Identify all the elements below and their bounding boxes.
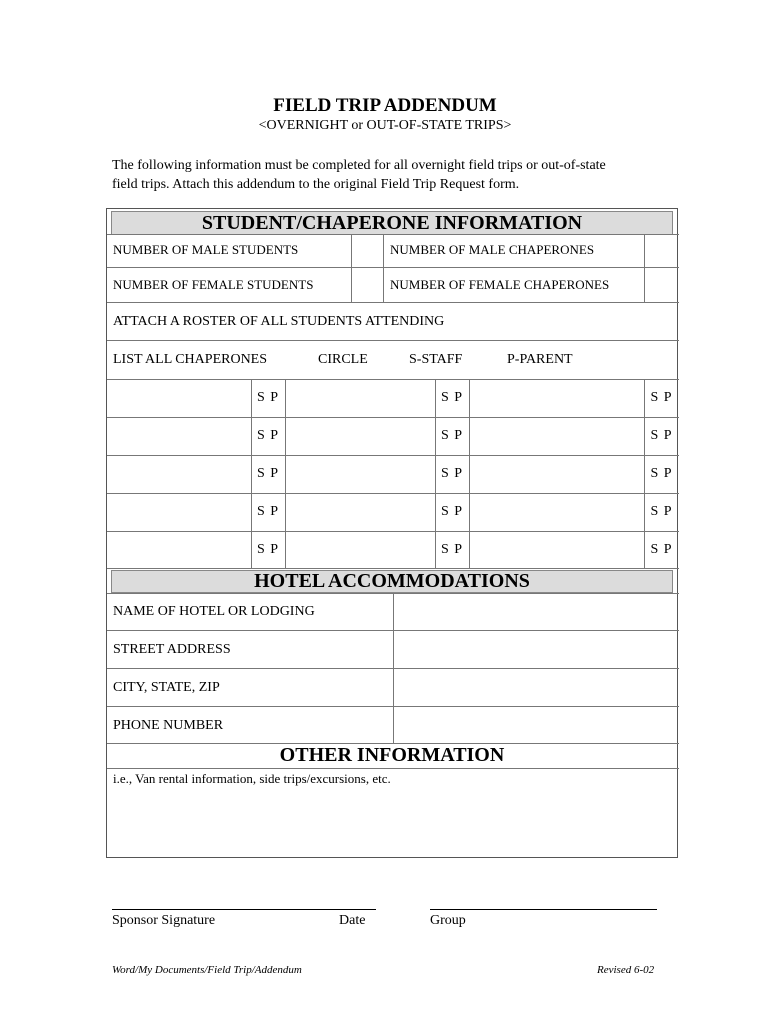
staff-parent-choice[interactable]: S P (650, 504, 673, 519)
parent-legend: P-PARENT (507, 352, 573, 367)
city-state-zip-label: CITY, STATE, ZIP (113, 680, 220, 695)
sponsor-signature-label: Sponsor Signature (112, 913, 216, 928)
chaperone-name-field[interactable] (286, 455, 435, 493)
divider (351, 234, 352, 302)
chaperone-name-field[interactable] (107, 379, 251, 417)
group-label: Group (430, 913, 466, 928)
staff-parent-choice[interactable]: S P (256, 504, 280, 519)
divider (107, 302, 679, 303)
divider (107, 531, 679, 532)
chaperone-name-field[interactable] (107, 531, 251, 569)
hotel-name-label: NAME OF HOTEL OR LODGING (113, 604, 315, 619)
page-title: FIELD TRIP ADDENDUM (273, 95, 497, 116)
street-address-label: STREET ADDRESS (113, 642, 231, 657)
chaperone-name-field[interactable] (470, 379, 644, 417)
staff-parent-choice[interactable]: S P (650, 390, 673, 405)
female-students-label: NUMBER OF FEMALE STUDENTS (113, 277, 314, 292)
staff-parent-choice[interactable]: S P (440, 428, 464, 443)
divider (107, 768, 679, 769)
phone-number-field[interactable] (394, 707, 678, 743)
female-chaperones-label: NUMBER OF FEMALE CHAPERONES (390, 277, 610, 292)
divider (435, 379, 436, 568)
divider (251, 379, 252, 568)
date-label: Date (339, 913, 366, 928)
page-subtitle: <OVERNIGHT or OUT-OF-STATE TRIPS> (258, 118, 512, 133)
chaperone-name-field[interactable] (470, 531, 644, 569)
divider (107, 455, 679, 456)
divider (107, 379, 679, 380)
circle-label: CIRCLE (318, 352, 368, 367)
divider (644, 379, 645, 568)
staff-parent-choice[interactable]: S P (440, 504, 464, 519)
divider (644, 234, 645, 302)
hotel-name-field[interactable] (394, 594, 678, 630)
staff-parent-choice[interactable]: S P (650, 542, 673, 557)
addendum-form (106, 208, 678, 858)
male-students-label: NUMBER OF MALE STUDENTS (113, 242, 299, 257)
chaperone-name-field[interactable] (286, 531, 435, 569)
staff-parent-choice[interactable]: S P (650, 428, 673, 443)
group-line[interactable] (430, 909, 657, 910)
divider (393, 593, 394, 743)
sponsor-signature-line[interactable] (112, 909, 376, 910)
staff-parent-choice[interactable]: S P (650, 466, 673, 481)
document-path-footer: Word/My Documents/Field Trip/Addendum (112, 964, 302, 976)
street-address-field[interactable] (394, 631, 678, 668)
intro-text (112, 156, 672, 194)
divider (107, 340, 679, 341)
roster-instruction: ATTACH A ROSTER OF ALL STUDENTS ATTENDING (113, 314, 445, 329)
chaperone-name-field[interactable] (470, 417, 644, 455)
revision-footer: Revised 6-02 (597, 964, 655, 976)
other-information-field[interactable] (108, 789, 677, 857)
divider (285, 379, 286, 568)
staff-parent-choice[interactable]: S P (440, 390, 464, 405)
divider (107, 417, 679, 418)
hotel-accommodations-heading: HOTEL ACCOMMODATIONS (111, 570, 673, 593)
city-state-zip-field[interactable] (394, 669, 678, 706)
staff-parent-choice[interactable]: S P (440, 542, 464, 557)
other-information-heading: OTHER INFORMATION (111, 745, 673, 768)
intro-line-1: The following information must be completed for all overnight field trips or out-of-state (112, 158, 606, 173)
intro-line-2: field trips. Attach this addendum to the original Field Trip Request form. (112, 177, 520, 192)
divider (107, 234, 679, 235)
staff-parent-choice[interactable]: S P (256, 390, 280, 405)
chaperone-name-field[interactable] (107, 417, 251, 455)
divider (107, 267, 679, 268)
male-chaperones-field[interactable] (644, 234, 676, 270)
divider (383, 234, 384, 302)
female-chaperones-field[interactable] (644, 267, 676, 302)
staff-legend: S-STAFF (409, 352, 463, 367)
chaperone-name-field[interactable] (286, 379, 435, 417)
chaperone-name-field[interactable] (286, 417, 435, 455)
female-students-field[interactable] (351, 267, 383, 302)
staff-parent-choice[interactable]: S P (256, 428, 280, 443)
staff-parent-choice[interactable]: S P (440, 466, 464, 481)
phone-number-label: PHONE NUMBER (113, 718, 224, 733)
divider (107, 493, 679, 494)
chaperone-name-field[interactable] (470, 455, 644, 493)
list-chaperones-label: LIST ALL CHAPERONES (113, 352, 268, 367)
staff-parent-choice[interactable]: S P (256, 542, 280, 557)
chaperone-name-field[interactable] (107, 455, 251, 493)
divider (469, 379, 470, 568)
male-students-field[interactable] (351, 234, 383, 270)
divider (107, 568, 679, 569)
staff-parent-choice[interactable]: S P (256, 466, 280, 481)
chaperone-name-field[interactable] (107, 493, 251, 531)
male-chaperones-label: NUMBER OF MALE CHAPERONES (390, 242, 595, 257)
chaperone-name-field[interactable] (470, 493, 644, 531)
chaperone-name-field[interactable] (286, 493, 435, 531)
student-chaperone-heading: STUDENT/CHAPERONE INFORMATION (111, 211, 673, 235)
other-information-hint: i.e., Van rental information, side trips/excursions, etc. (113, 771, 391, 786)
